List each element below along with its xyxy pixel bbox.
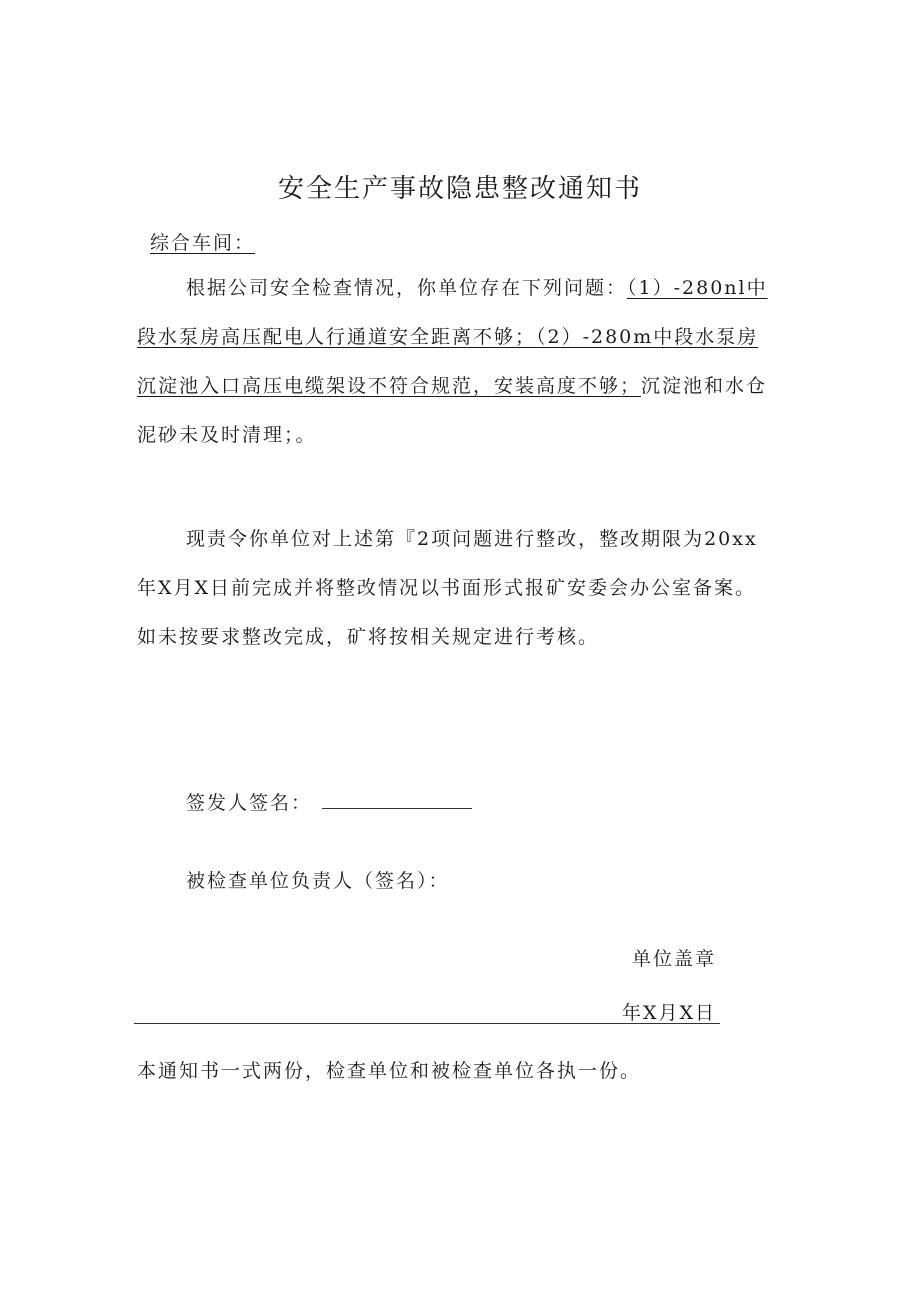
order-line-2: 年X月X日前完成并将整改情况以书面形式报矿安委会办公室备案。 bbox=[137, 577, 757, 599]
unit-seal-label: 单位盖章 bbox=[631, 948, 716, 970]
issue-1-start: （1）-280nl中 bbox=[627, 277, 768, 299]
order-line-3: 如未按要求整改完成，矿将按相关规定进行考核。 bbox=[137, 626, 600, 648]
order-line-1: 现责令你单位对上述第『2项问题进行整改，整改期限为20xx bbox=[186, 528, 758, 550]
document-title: 安全生产事故隐患整改通知书 bbox=[277, 174, 642, 204]
signature-date: 年X月X日 bbox=[621, 1002, 716, 1024]
issuer-signature-line bbox=[322, 808, 472, 809]
issuer-signature-label: 签发人签名： bbox=[186, 792, 313, 814]
issues-line-2: 段水泵房高压配电人行通道安全距离不够；（2）-280m中段水泵房 bbox=[137, 326, 759, 348]
issues-line-3 bbox=[137, 371, 767, 398]
issues-line-4: 泥砂未及时清理；。 bbox=[137, 424, 317, 446]
recipient: 综合车间： bbox=[150, 232, 256, 254]
footer-note: 本通知书一式两份，检查单位和被检查单位各执一份。 bbox=[137, 1060, 642, 1082]
issue-2-end: 沉淀池入口高压电缆架设不符合规范，安装高度不够； bbox=[137, 375, 642, 397]
inspected-signature-label: 被检查单位负责人（签名）： bbox=[186, 870, 450, 892]
issue-3-start: 沉淀池和水仓 bbox=[641, 375, 768, 397]
footer-divider bbox=[134, 1023, 720, 1024]
issues-line-1 bbox=[186, 273, 768, 300]
issues-intro: 根据公司安全检查情况，你单位存在下列问题： bbox=[186, 277, 628, 299]
